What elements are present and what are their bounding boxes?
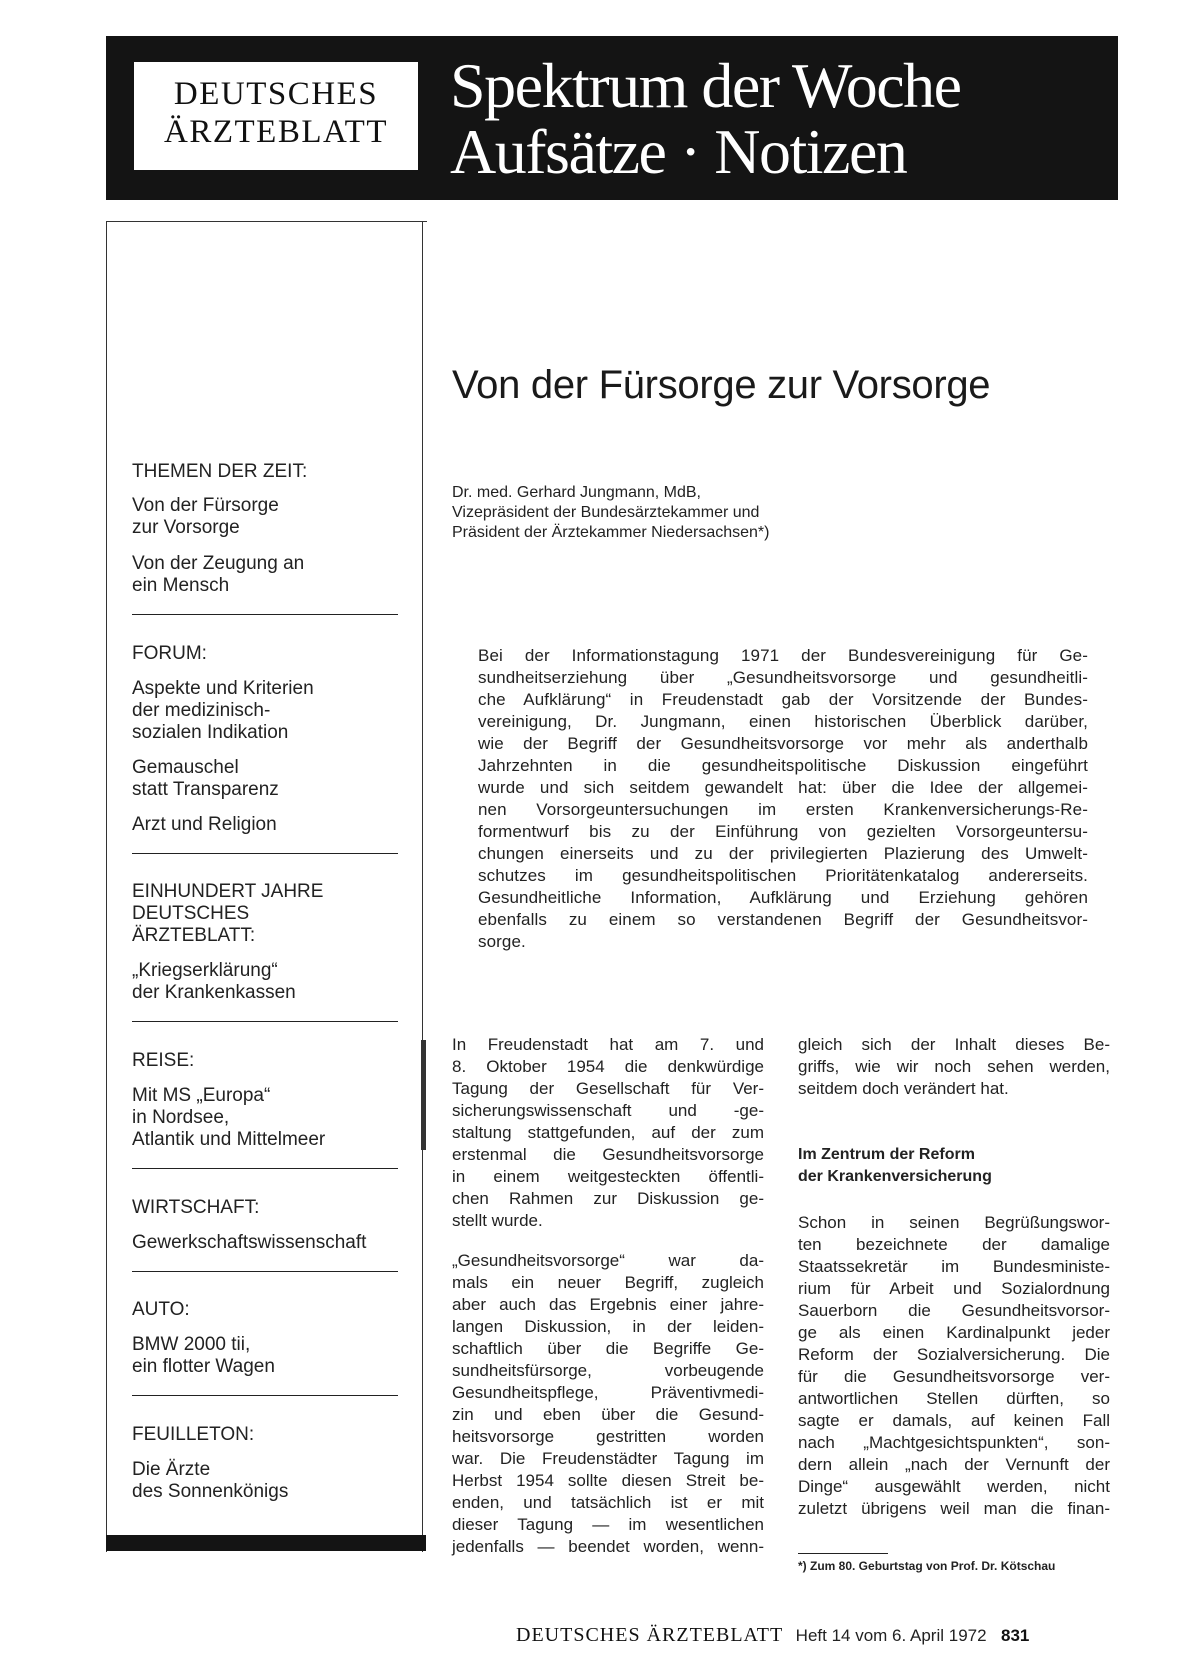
- abstract-line: chungen einerseits und zu der privilegierten Plazierung des Umwelt-: [478, 844, 1088, 863]
- sidebar-item: Atlantik und Mittelmeer: [132, 1129, 326, 1150]
- sidebar-frame-shadow: [421, 1040, 426, 1150]
- body-line: langen Diskussion, in der leiden-: [452, 1317, 764, 1336]
- sidebar-heading: WIRTSCHAFT:: [132, 1197, 260, 1218]
- sidebar-item: „Kriegserklärung“: [132, 960, 278, 981]
- body-line: war. Die Freudenstädter Tagung im: [452, 1449, 764, 1468]
- body-line: Herbst 1954 sollte diesen Streit be-: [452, 1471, 764, 1490]
- sidebar-item: BMW 2000 tii,: [132, 1334, 251, 1355]
- body-line: Staatssekretär im Bundesministe-: [798, 1257, 1110, 1276]
- abstract-line: ebenfalls zu einem so verstandenen Begriff der Gesundheitsvor-: [478, 910, 1088, 929]
- body-line: rium für Arbeit und Sozialordnung: [798, 1279, 1110, 1298]
- sidebar-divider: [132, 1021, 398, 1022]
- body-line: chen Rahmen zur Diskussion ge-: [452, 1189, 764, 1208]
- masthead-title-line-2: Aufsätze · Notizen: [450, 116, 907, 187]
- article-title: Von der Fürsorge zur Vorsorge: [452, 363, 991, 407]
- sidebar-item: ein flotter Wagen: [132, 1356, 275, 1377]
- body-line: ten bezeichnete der damalige: [798, 1235, 1110, 1254]
- sidebar-item: in Nordsee,: [132, 1107, 230, 1128]
- sidebar-item: Gewerkschaftswissenschaft: [132, 1232, 367, 1253]
- sidebar-heading: DEUTSCHES: [132, 903, 250, 924]
- abstract-line: sorge.: [478, 932, 526, 951]
- sidebar-item: Aspekte und Kriterien: [132, 678, 314, 699]
- abstract-line: wie der Begriff der Gesundheitsvorsorge vor mehr als anderthalb: [478, 734, 1088, 753]
- abstract-line: schutzes im gesundheitspolitischen Prioritätenkatalog andererseits.: [478, 866, 1088, 885]
- body-line: sicherungswissenschaft und -ge-: [452, 1101, 764, 1120]
- sidebar-heading: EINHUNDERT JAHRE: [132, 881, 324, 902]
- sidebar-heading: ÄRZTEBLATT:: [132, 925, 256, 946]
- sidebar-item: Mit MS „Europa“: [132, 1085, 271, 1106]
- body-line: griffs, wie wir noch sehen werden,: [798, 1057, 1110, 1076]
- abstract-line: che Aufklärung“ in Freudenstadt gab der Vorsitzende der Bundes-: [478, 690, 1088, 709]
- body-line: jedenfalls — beendet worden, wenn-: [452, 1537, 764, 1556]
- logo-line-2: ÄRZTEBLATT: [164, 114, 388, 150]
- footnote-rule: [798, 1553, 888, 1554]
- sidebar-item: statt Transparenz: [132, 779, 279, 800]
- sidebar-divider: [132, 614, 398, 615]
- sidebar-item: der Krankenkassen: [132, 982, 296, 1003]
- body-line: staltung stattgefunden, auf der zum: [452, 1123, 764, 1142]
- abstract-line: nen Vorsorgeuntersuchungen im ersten Krankenversicherungs-Re-: [478, 800, 1088, 819]
- body-line: zuletzt übrigens weil man die finan-: [798, 1499, 1110, 1518]
- sidebar-item: Arzt und Religion: [132, 814, 277, 835]
- body-line: zin und eben über die Gesund-: [452, 1405, 764, 1424]
- sidebar-divider: [132, 1168, 398, 1169]
- abstract-line: formentwurf bis zu der Einführung von gezielten Vorsorgeuntersu-: [478, 822, 1088, 841]
- body-line: aber auch das Ergebnis einer jahre-: [452, 1295, 764, 1314]
- body-line: In Freudenstadt hat am 7. und: [452, 1035, 764, 1054]
- body-line: ge als einen Kardinalpunkt jeder: [798, 1323, 1110, 1342]
- body-line: 8. Oktober 1954 die denkwürdige: [452, 1057, 764, 1076]
- abstract-line: wurde und sich seitdem gewandelt hat: über die Idee der allgemei-: [478, 778, 1088, 797]
- section-subheading: Im Zentrum der Reform: [798, 1146, 975, 1163]
- section-subheading: der Krankenversicherung: [798, 1168, 992, 1185]
- body-line: enden, und tatsächlich ist er mit: [452, 1493, 764, 1512]
- page-footer: [516, 1624, 1116, 1652]
- body-line: antwortlichen Stellen dürften, so: [798, 1389, 1110, 1408]
- body-line: sundheitsfürsorge, vorbeugende: [452, 1361, 764, 1380]
- body-line: heitsvorsorge gestritten worden: [452, 1427, 764, 1446]
- abstract-line: vereinigung, Dr. Jungmann, einen historischen Überblick darüber,: [478, 712, 1088, 731]
- sidebar-item: Die Ärzte: [132, 1459, 211, 1480]
- page-number: 831: [1001, 1626, 1030, 1645]
- footnote: *) Zum 80. Geburtstag von Prof. Dr. Kötschau: [798, 1559, 1056, 1573]
- body-line: „Gesundheitsvorsorge“ war da-: [452, 1251, 764, 1270]
- body-line: schaftlich über die Begriffe Ge-: [452, 1339, 764, 1358]
- sidebar-heading: AUTO:: [132, 1299, 190, 1320]
- body-line: gleich sich der Inhalt dieses Be-: [798, 1035, 1110, 1054]
- sidebar-heading: THEMEN DER ZEIT:: [132, 461, 308, 482]
- body-line: Gesundheitspflege, Präventivmedi-: [452, 1383, 764, 1402]
- sidebar-divider: [132, 1271, 398, 1272]
- sidebar-divider: [132, 1395, 398, 1396]
- logo-line-1: DEUTSCHES: [173, 76, 379, 112]
- body-line: dern allein „nach der Vernunft der: [798, 1455, 1110, 1474]
- body-line: in einem weitgesteckten öffentli-: [452, 1167, 764, 1186]
- body-line: dieser Tagung — im wesentlichen: [452, 1515, 764, 1534]
- body-line: nach „Machtgesichtspunkten“, son-: [798, 1433, 1110, 1452]
- abstract-line: Jahrzehnten in die gesundheitspolitische Diskussion eingeführt: [478, 756, 1088, 775]
- author-line: Vizepräsident der Bundesärztekammer und: [452, 504, 760, 521]
- sidebar-bottom-bar: [106, 1535, 426, 1551]
- sidebar-item: Von der Zeugung an: [132, 553, 305, 574]
- journal-logo: [134, 62, 418, 170]
- abstract-line: sundheitserziehung über „Gesundheitsvorsorge und gesundheitli-: [478, 668, 1088, 687]
- sidebar-item: zur Vorsorge: [132, 517, 240, 538]
- body-line: sagte er damals, auf keinen Fall: [798, 1411, 1110, 1430]
- abstract-line: Bei der Informationstagung 1971 der Bundesvereinigung für Ge-: [478, 646, 1088, 665]
- sidebar-item: der medizinisch-: [132, 700, 271, 721]
- body-line: seitdem doch verändert hat.: [798, 1079, 1009, 1098]
- abstract-line: Gesundheitliche Information, Aufklärung und Erziehung gehören: [478, 888, 1088, 907]
- sidebar-heading: REISE:: [132, 1050, 195, 1071]
- masthead-title-line-1: Spektrum der Woche: [450, 50, 961, 121]
- sidebar-heading: FEUILLETON:: [132, 1424, 255, 1445]
- sidebar-divider: [132, 853, 398, 854]
- sidebar-item: ein Mensch: [132, 575, 230, 596]
- masthead: [106, 36, 1118, 200]
- body-line: Tagung der Gesellschaft für Ver-: [452, 1079, 764, 1098]
- sidebar-item: sozialen Indikation: [132, 722, 289, 743]
- footer-issue: Heft 14 vom 6. April 1972: [795, 1626, 987, 1645]
- body-line: Reform der Sozialversicherung. Die: [798, 1345, 1110, 1364]
- sidebar-item: Gemauschel: [132, 757, 239, 778]
- body-line: Dinge“ ausgewählt werden, nicht: [798, 1477, 1110, 1496]
- author-line: Präsident der Ärztekammer Niedersachsen*): [452, 524, 770, 541]
- body-line: Sauerborn die Gesundheitsvorsor-: [798, 1301, 1110, 1320]
- sidebar-item: Von der Fürsorge: [132, 495, 279, 516]
- author-line: Dr. med. Gerhard Jungmann, MdB,: [452, 484, 701, 501]
- body-line: Schon in seinen Begrüßungswor-: [798, 1213, 1110, 1232]
- sidebar-heading: FORUM:: [132, 643, 207, 664]
- body-line: für die Gesundheitsvorsorge ver-: [798, 1367, 1110, 1386]
- body-line: erstenmal die Gesundheitsvorsorge: [452, 1145, 764, 1164]
- body-line: mals ein neuer Begriff, zugleich: [452, 1273, 764, 1292]
- footer-journal-name: DEUTSCHES ÄRZTEBLATT: [516, 1624, 784, 1646]
- sidebar-item: des Sonnenkönigs: [132, 1481, 289, 1502]
- body-line: stellt wurde.: [452, 1211, 543, 1230]
